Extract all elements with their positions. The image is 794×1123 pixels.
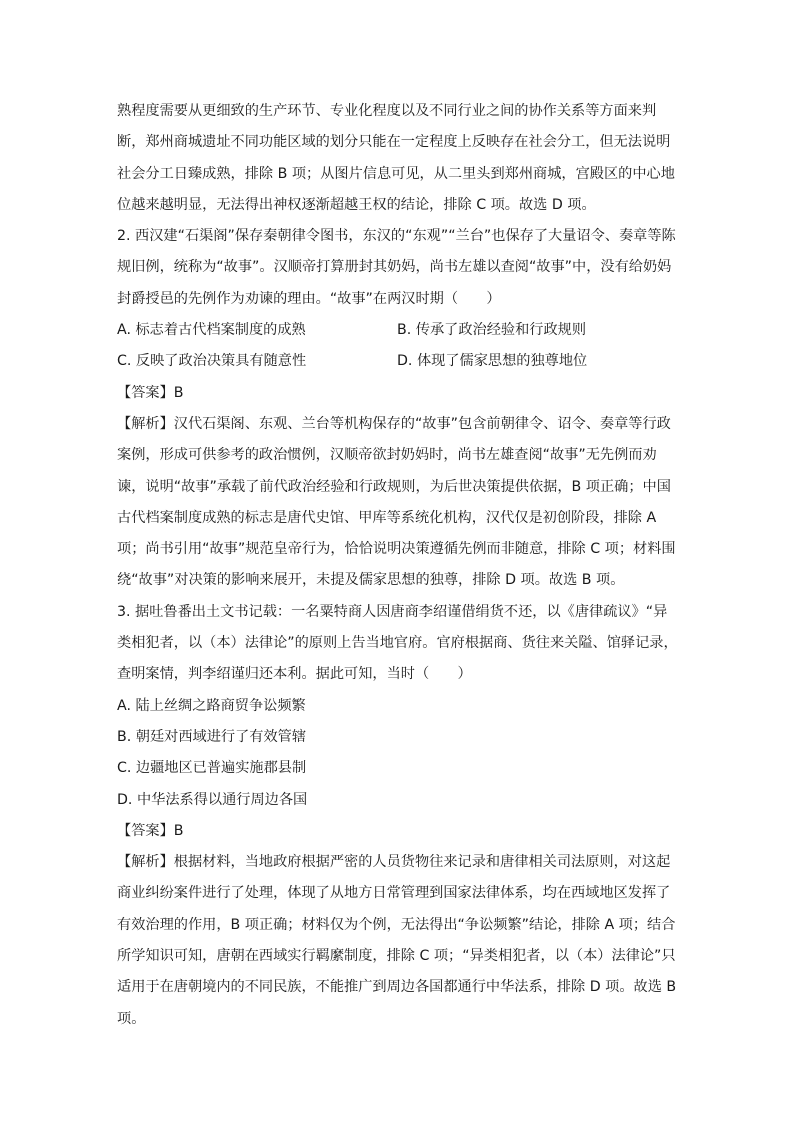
text-line: 所学知识可知，唐朝在西域实行羁縻制度，排除 C 项；“异类相犯者，以（本）法律论”只 — [117, 948, 676, 965]
text-line: 项；尚书引用“故事”规范皇帝行为，恰恰说明决策遵循先例而非随意，排除 C 项；材料围 — [117, 541, 676, 558]
text-line: 社会分工日臻成熟，排除 B 项；从图片信息可见，从二里头到郑州商城，宫殿区的中心地 — [117, 165, 675, 182]
text-line: 类相犯者，以（本）法律论”的原则上告当地官府。官府根据商、货往来关隘、馆驿记录， — [117, 635, 678, 652]
text-line: 项。 — [117, 1010, 146, 1027]
text-line: 熟程度需要从更细致的生产环节、专业化程度以及不同行业之间的协作关系等方面来判 — [117, 103, 657, 119]
question-3-stem — [117, 597, 677, 691]
previous-analysis-continuation — [117, 96, 677, 221]
question-2-options-row-2 — [117, 346, 677, 377]
option-b[interactable]: B. 朝廷对西域进行了有效管辖 — [117, 728, 307, 745]
option-a[interactable]: A. 陆上丝绸之路商贸争讼频繁 — [117, 697, 306, 714]
question-2-stem — [117, 221, 677, 315]
text-line: 商业纠纷案件进行了处理，体现了从地方日常管理到国家法律体系，均在西域地区发挥了 — [117, 885, 671, 902]
text-line: 适用于在唐朝境内的不同民族，不能推广到周边各国都通行中华法系，排除 D 项。故选 B — [117, 979, 677, 996]
answer-line: 【答案】B — [117, 384, 184, 401]
text-line: 【解析】汉代石渠阁、东观、兰台等机构保存的“故事”包含前朝律令、诏令、奏章等行政 — [117, 415, 671, 432]
text-line: 古代档案制度成熟的标志是唐代史馆、甲库等系统化机构，汉代仅是初创阶段，排除 A — [117, 509, 657, 526]
text-line: 查明案情，判李绍谨归还本利。据此可知，当时（ ） — [117, 666, 472, 683]
text-line: 断，郑州商城遗址不同功能区域的划分只能在一定程度上反映存在社会分工，但无法说明 — [117, 134, 671, 151]
option-d[interactable]: D. 中华法系得以通行周边各国 — [117, 791, 308, 808]
question-2-options-row-1 — [117, 315, 677, 346]
text-line: 2. 西汉建“石渠阁”保存秦朝律令图书，东汉的“东观”“兰台”也保存了大量诏令、奏章等陈 — [117, 228, 676, 245]
text-line: 封爵授邑的先例作为劝谏的理由。“故事”在两汉时期（ ） — [117, 290, 501, 307]
answer-line: 【答案】B — [117, 822, 184, 839]
text-line: 谏，说明“故事”承载了前代政治经验和行政规则，为后世决策提供依据，B 项正确；中国 — [117, 478, 671, 495]
option-c[interactable]: C. 边疆地区已普遍实施郡县制 — [117, 760, 307, 777]
question-3 — [117, 597, 677, 1035]
option-d[interactable]: D. 体现了儒家思想的独尊地位 — [397, 353, 588, 370]
option-a[interactable]: A. 标志着古代档案制度的成熟 — [117, 322, 306, 339]
text-line: 绕“故事”对决策的影响来展开，未提及儒家思想的独尊，排除 D 项。故选 B 项。 — [117, 572, 625, 589]
question-2 — [117, 221, 677, 597]
text-line: 有效治理的作用，B 项正确；材料仅为个例，无法得出“争讼频繁”结论，排除 A 项；结合 — [117, 916, 676, 933]
text-line: 案例，形成可供参考的政治惯例，汉顺帝欲封奶妈时，尚书左雄查阅“故事”无先例而劝 — [117, 447, 657, 464]
text-line: 【解析】根据材料，当地政府根据严密的人员货物往来记录和唐律相关司法原则，对这起 — [117, 854, 671, 871]
text-line: 规旧例，统称为“故事”。汉顺帝打算册封其奶妈，尚书左雄以查阅“故事”中，没有给奶妈 — [117, 259, 672, 276]
question-3-analysis — [117, 847, 677, 1035]
document-page — [117, 96, 677, 1035]
text-line: 位越来越明显，无法得出神权逐渐超越王权的结论，排除 C 项。故选 D 项。 — [117, 196, 596, 213]
option-b[interactable]: B. 传承了政治经验和行政规则 — [397, 322, 587, 339]
text-line: 3. 据吐鲁番出土文书记载：一名粟特商人因唐商李绍谨借绢货不还，以《唐律疏议》“异 — [117, 603, 668, 620]
option-c[interactable]: C. 反映了政治决策具有随意性 — [117, 353, 307, 370]
question-2-analysis — [117, 409, 677, 597]
